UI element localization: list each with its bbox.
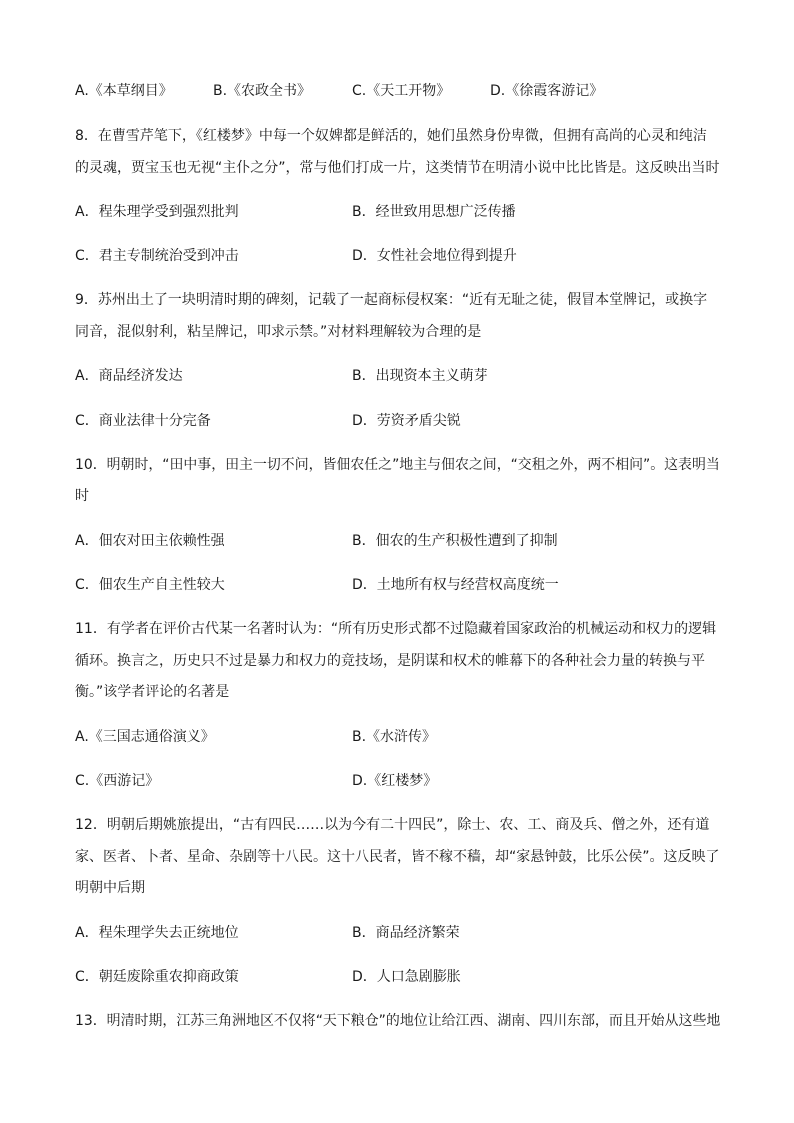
q13-stem-line-1: 13．明清时期，江苏三角洲地区不仅将“天下粮仓”的地位让给江西、湖南、四川东部，而且开始从这些地: [75, 1013, 721, 1029]
q10-option-a: A．佃农对田主依赖性强: [75, 533, 225, 549]
q12-stem-line-2: 家、医者、卜者、星命、杂剧等十八民。这十八民者，皆不稼不穑，却“家悬钟鼓，比乐公侯”。这反映了: [75, 849, 720, 865]
q12-option-b: B．商品经济繁荣: [352, 925, 460, 941]
q12-option-d: D．人口急剧膨胀: [352, 969, 461, 985]
q10-stem-line-1: 10．明朝时，“田中事，田主一切不问，皆佃农任之”地主与佃农之间，“交租之外，两不相问”。这表明当: [75, 457, 720, 473]
q10-option-b: B．佃农的生产积极性遭到了抑制: [352, 533, 558, 549]
q8-stem-line-1: 8．在曹雪芹笔下，《红楼梦》中每一个奴婢都是鲜活的，她们虽然身份卑微，但拥有高尚的心灵和纯洁: [75, 128, 707, 144]
q11-stem-line-3: 衡。”该学者评论的名著是: [75, 684, 230, 700]
q8-option-c: C．君主专制统治受到冲击: [75, 248, 239, 264]
q10-stem-line-2: 时: [75, 488, 89, 504]
q8-option-d: D．女性社会地位得到提升: [352, 248, 517, 264]
q10-option-d: D．土地所有权与经营权高度统一: [352, 577, 559, 593]
q11-stem-line-2: 循环。换言之，历史只不过是暴力和权力的竞技场，是阴谋和权术的帷幕下的各种社会力量的转换与平: [75, 653, 705, 669]
q12-option-c: C．朝廷废除重农抑商政策: [75, 969, 239, 985]
q12-stem-line-1: 12．明朝后期姚旅提出，“古有四民……以为今有二十四民”，除士、农、工、商及兵、僧之外，还有道: [75, 817, 710, 833]
q11-option-b: B.《水浒传》: [352, 729, 437, 745]
q11-option-d: D.《红楼梦》: [352, 773, 438, 789]
q10-option-c: C．佃农生产自主性较大: [75, 577, 225, 593]
q7-option-b: B.《农政全书》: [213, 83, 312, 99]
q7-option-c: C.《天工开物》: [352, 83, 451, 99]
q12-stem-line-3: 明朝中后期: [75, 880, 145, 896]
q11-option-a: A.《三国志通俗演义》: [75, 729, 215, 745]
q9-option-b: B．出现资本主义萌芽: [352, 368, 488, 384]
q9-option-a: A．商品经济发达: [75, 368, 183, 384]
q9-option-c: C．商业法律十分完备: [75, 413, 211, 429]
q9-option-d: D．劳资矛盾尖锐: [352, 413, 461, 429]
q11-stem-line-1: 11．有学者在评价古代某一名著时认为：“所有历史形式都不过隐藏着国家政治的机械运动和权力的逻辑: [75, 621, 717, 637]
q9-stem-line-1: 9．苏州出土了一块明清时期的碑刻，记载了一起商标侵权案：“近有无耻之徒，假冒本堂牌记，或换字: [75, 292, 708, 308]
q8-stem-line-2: 的灵魂，贾宝玉也无视“主仆之分”，常与他们打成一片，这类情节在明清小说中比比皆是。这反映出当时: [75, 160, 720, 176]
q12-option-a: A．程朱理学失去正统地位: [75, 925, 239, 941]
q9-stem-line-2: 同音，混似射利，粘呈牌记，叩求示禁。”对材料理解较为合理的是: [75, 324, 482, 340]
q7-option-d: D.《徐霞客游记》: [490, 83, 604, 99]
q7-option-a: A.《本草纲目》: [75, 83, 173, 99]
q8-option-b: B．经世致用思想广泛传播: [352, 204, 516, 220]
q11-option-c: C.《西游记》: [75, 773, 160, 789]
q8-option-a: A．程朱理学受到强烈批判: [75, 204, 239, 220]
